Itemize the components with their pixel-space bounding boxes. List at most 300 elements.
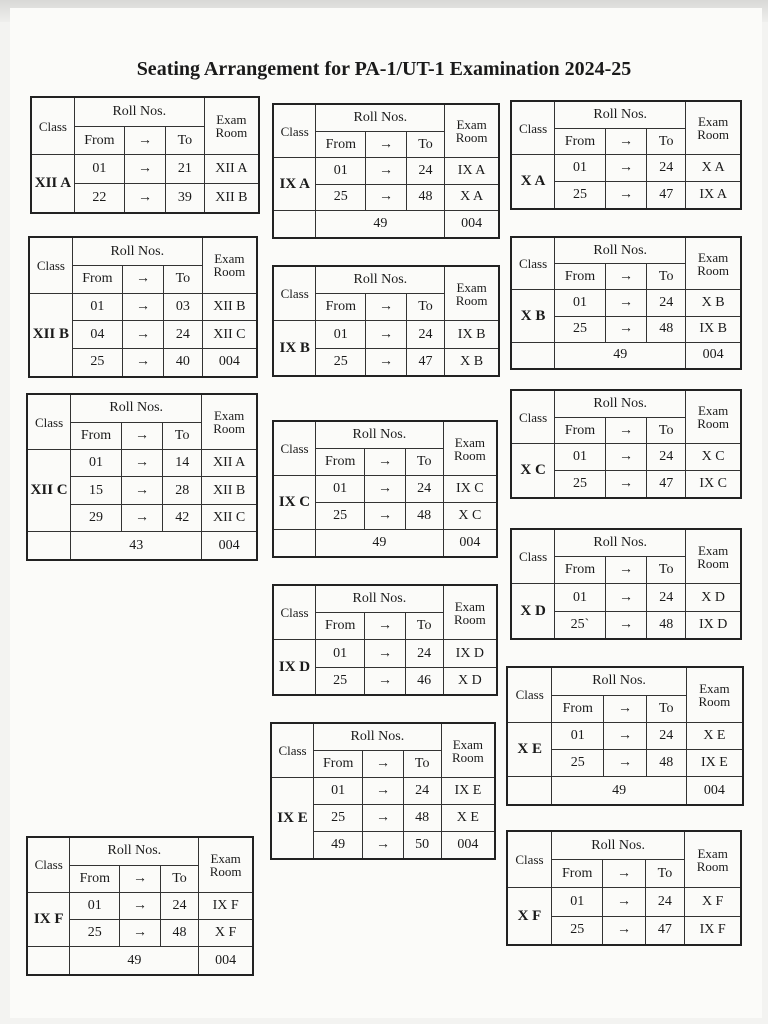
table-row (271, 778, 495, 805)
class-name: X C (511, 444, 555, 498)
arrow-header: → (366, 131, 407, 157)
to-header: To (405, 613, 443, 640)
class-name: X E (507, 722, 552, 776)
arrow-header: → (605, 264, 646, 290)
exam-room-header (445, 266, 499, 321)
roll-from: 25` (555, 611, 606, 639)
exam-room-header (686, 390, 741, 444)
from-header: From (551, 860, 602, 888)
seating-block-x-c (510, 389, 742, 499)
arrow: → (121, 504, 162, 531)
arrow: → (365, 640, 405, 667)
exam-room: XII A (204, 155, 259, 184)
exam-label: Exam (216, 112, 247, 128)
roll-to: 24 (405, 640, 443, 667)
roll-to: 50 (403, 831, 441, 859)
arrow: → (603, 888, 645, 916)
seating-block-xii-c (26, 393, 258, 561)
class-header: Class (273, 585, 316, 640)
roll-total: 49 (552, 777, 686, 805)
arrow: → (366, 321, 407, 348)
class-header: Class (511, 101, 555, 155)
seating-table (30, 96, 260, 214)
roll-to: 24 (647, 444, 686, 471)
exam-room-header (443, 585, 497, 640)
class-header: Class (273, 421, 316, 476)
exam-label: Exam (214, 251, 245, 267)
roll-total: 49 (70, 947, 199, 975)
roll-to: 24 (164, 321, 203, 349)
room-label: Room (697, 127, 730, 143)
arrow: → (363, 778, 403, 805)
to-header: To (646, 695, 686, 722)
exam-label: Exam (210, 850, 241, 866)
arrow-header: → (124, 126, 165, 155)
arrow-header: → (363, 751, 403, 778)
exam-room: X D (686, 584, 741, 611)
exam-room-header (686, 667, 743, 722)
arrow-header: → (605, 417, 646, 444)
arrow: → (122, 293, 163, 321)
seating-table (510, 528, 742, 640)
room-label: Room (453, 611, 486, 627)
roll-to: 24 (405, 476, 443, 503)
roll-to: 46 (405, 667, 443, 695)
class-name: X A (511, 155, 555, 209)
arrow-header: → (605, 557, 646, 584)
arrow-header: → (120, 865, 161, 892)
arrow: → (604, 750, 646, 777)
arrow: → (124, 184, 165, 214)
roll-nos-header: Roll Nos. (555, 101, 686, 128)
class-header: Class (27, 394, 71, 450)
seating-block-xii-a (30, 96, 260, 214)
roll-from: 49 (314, 831, 363, 859)
roll-to: 47 (647, 471, 686, 498)
arrow: → (121, 477, 162, 504)
arrow: → (605, 611, 646, 639)
exam-room: IX F (685, 916, 741, 945)
roll-total: 49 (316, 529, 444, 557)
total-room: 004 (202, 532, 257, 560)
arrow: → (363, 804, 403, 831)
table-row (511, 155, 741, 182)
room-label: Room (215, 125, 248, 141)
class-header: Class (271, 723, 314, 778)
seating-table (272, 420, 498, 558)
roll-from: 25 (551, 916, 602, 945)
roll-from: 25 (316, 184, 366, 210)
class-header: Class (507, 667, 552, 722)
exam-room: IX D (686, 611, 741, 639)
seating-table (272, 103, 500, 239)
roll-to: 24 (160, 892, 198, 919)
arrow: → (366, 184, 407, 210)
total-row (273, 211, 499, 238)
roll-from: 01 (71, 450, 122, 477)
arrow: → (605, 584, 646, 611)
class-name: IX E (271, 778, 314, 859)
class-name: IX F (27, 892, 70, 946)
seating-block-x-a (510, 100, 742, 210)
total-row (27, 532, 257, 560)
from-header: From (74, 126, 124, 155)
blank-cell (27, 947, 70, 975)
seating-block-xii-b (28, 236, 258, 378)
roll-from: 01 (552, 722, 604, 749)
arrow: → (363, 831, 403, 859)
blank-cell (273, 211, 316, 238)
class-header: Class (27, 837, 70, 892)
room-label: Room (697, 555, 730, 571)
roll-from: 01 (551, 888, 602, 916)
to-header: To (163, 422, 202, 449)
exam-room: XII B (204, 184, 259, 214)
blank-cell (27, 532, 71, 560)
exam-room: IX A (445, 158, 499, 184)
from-header: From (316, 131, 366, 157)
arrow: → (120, 920, 161, 947)
exam-room-header (202, 394, 257, 450)
to-header: To (406, 131, 444, 157)
roll-nos-header: Roll Nos. (555, 237, 686, 264)
room-label: Room (213, 264, 246, 280)
roll-from: 01 (72, 293, 122, 321)
table-row (511, 444, 741, 471)
exam-label: Exam (699, 680, 730, 696)
roll-to: 24 (647, 290, 686, 316)
seating-block-x-f (506, 830, 742, 946)
roll-to: 24 (406, 321, 444, 348)
roll-total: 49 (316, 211, 445, 238)
total-room: 004 (443, 529, 497, 557)
roll-from: 01 (555, 155, 606, 182)
roll-to: 24 (403, 778, 441, 805)
to-header: To (647, 128, 686, 155)
roll-nos-header: Roll Nos. (551, 831, 684, 860)
from-header: From (555, 557, 606, 584)
room-label: Room (209, 863, 242, 879)
seating-table (272, 584, 498, 696)
table-row (29, 293, 257, 321)
seating-block-ix-d (272, 584, 498, 696)
roll-nos-header: Roll Nos. (316, 421, 444, 449)
arrow: → (603, 916, 645, 945)
exam-room: IX C (686, 471, 741, 498)
exam-room-header (199, 837, 253, 892)
class-name: X D (511, 584, 555, 639)
roll-from: 25 (555, 182, 606, 209)
class-name: IX C (273, 476, 316, 530)
arrow: → (605, 290, 646, 316)
exam-room: XII C (202, 504, 257, 531)
exam-room: IX D (443, 640, 497, 667)
total-row (27, 947, 253, 975)
seating-table (510, 389, 742, 499)
exam-label: Exam (456, 117, 487, 133)
exam-room: X A (686, 155, 741, 182)
roll-nos-header: Roll Nos. (70, 837, 199, 865)
exam-room: IX F (199, 892, 253, 919)
seating-table (510, 100, 742, 210)
arrow: → (605, 155, 646, 182)
class-header: Class (273, 104, 316, 158)
roll-from: 29 (71, 504, 122, 531)
class-header: Class (507, 831, 551, 888)
room-label: Room (455, 292, 488, 308)
exam-label: Exam (454, 598, 486, 614)
seating-block-ix-b (272, 265, 500, 377)
seating-table (506, 830, 742, 946)
blank-cell (507, 777, 552, 805)
arrow: → (605, 182, 646, 209)
roll-from: 25 (316, 502, 365, 529)
exam-room: X C (443, 502, 497, 529)
roll-to: 39 (166, 184, 205, 214)
arrow: → (365, 502, 405, 529)
exam-room-header (686, 237, 741, 290)
arrow-header: → (366, 294, 407, 321)
exam-label: Exam (697, 542, 729, 558)
roll-to: 24 (406, 158, 444, 184)
exam-label: Exam (452, 736, 484, 752)
roll-total: 43 (71, 532, 202, 560)
arrow: → (365, 667, 405, 695)
roll-nos-header: Roll Nos. (552, 667, 686, 695)
exam-room-header (685, 831, 741, 888)
to-header: To (405, 449, 443, 476)
exam-label: Exam (454, 434, 486, 450)
to-header: To (166, 126, 205, 155)
to-header: To (647, 557, 686, 584)
table-row (507, 888, 741, 916)
roll-to: 14 (163, 450, 202, 477)
to-header: To (164, 266, 203, 294)
roll-to: 48 (403, 804, 441, 831)
from-header: From (552, 695, 604, 722)
seating-block-x-d (510, 528, 742, 640)
class-header: Class (511, 237, 555, 290)
arrow: → (605, 444, 646, 471)
roll-from: 01 (316, 158, 366, 184)
roll-from: 25 (316, 348, 366, 376)
seating-table (26, 836, 254, 976)
exam-room: XII B (202, 293, 257, 321)
from-header: From (555, 128, 606, 155)
class-header: Class (31, 97, 74, 155)
exam-room: X F (685, 888, 741, 916)
roll-to: 21 (166, 155, 205, 184)
roll-nos-header: Roll Nos. (314, 723, 442, 751)
exam-room-header (686, 529, 741, 584)
roll-from: 01 (316, 476, 365, 503)
seating-table (270, 722, 496, 860)
roll-to: 03 (164, 293, 203, 321)
seating-table (506, 666, 744, 806)
arrow: → (366, 348, 407, 376)
class-name: IX B (273, 321, 316, 376)
roll-to: 48 (646, 750, 686, 777)
from-header: From (72, 266, 122, 294)
exam-room: X B (686, 290, 741, 316)
roll-from: 25 (70, 920, 120, 947)
roll-to: 48 (647, 316, 686, 342)
roll-to: 24 (647, 584, 686, 611)
table-row (507, 722, 743, 749)
arrow: → (122, 321, 163, 349)
class-header: Class (29, 237, 72, 293)
arrow: → (120, 892, 161, 919)
arrow: → (605, 471, 646, 498)
blank-cell (511, 342, 555, 369)
total-room: 004 (199, 947, 253, 975)
roll-from: 15 (71, 477, 122, 504)
seating-block-ix-a (272, 103, 500, 239)
roll-from: 01 (74, 155, 124, 184)
roll-to: 47 (645, 916, 685, 945)
total-row (507, 777, 743, 805)
exam-label: Exam (697, 845, 728, 861)
class-name: IX D (273, 640, 316, 695)
exam-room: XII B (202, 477, 257, 504)
table-row (511, 290, 741, 316)
seating-block-x-b (510, 236, 742, 370)
roll-from: 01 (314, 778, 363, 805)
from-header: From (316, 294, 366, 321)
table-row (27, 450, 257, 477)
exam-room: IX E (441, 778, 495, 805)
from-header: From (70, 865, 120, 892)
seating-block-ix-e (270, 722, 496, 860)
room-label: Room (453, 447, 486, 463)
blank-cell (273, 529, 316, 557)
to-header: To (160, 865, 198, 892)
roll-from: 25 (555, 316, 606, 342)
exam-room-header (443, 421, 497, 476)
room-label: Room (696, 858, 729, 874)
from-header: From (555, 264, 606, 290)
roll-to: 48 (160, 920, 198, 947)
roll-from: 25 (314, 804, 363, 831)
exam-room: X A (445, 184, 499, 210)
roll-to: 48 (406, 184, 444, 210)
from-header: From (314, 751, 363, 778)
from-header: From (316, 449, 365, 476)
class-header: Class (511, 390, 555, 444)
roll-to: 28 (163, 477, 202, 504)
seating-table (510, 236, 742, 370)
roll-from: 25 (552, 750, 604, 777)
roll-from: 01 (70, 892, 120, 919)
exam-room: X E (686, 722, 743, 749)
arrow: → (122, 348, 163, 377)
exam-room: X E (441, 804, 495, 831)
roll-to: 24 (646, 722, 686, 749)
exam-room-header (441, 723, 495, 778)
roll-from: 01 (555, 444, 606, 471)
arrow-header: → (121, 422, 162, 449)
to-header: To (403, 751, 441, 778)
roll-from: 22 (74, 184, 124, 214)
class-name: XII B (29, 293, 72, 377)
seating-block-x-e (506, 666, 744, 806)
exam-room-header (202, 237, 257, 293)
exam-label: Exam (697, 114, 729, 130)
class-name: IX A (273, 158, 316, 211)
exam-room: XII C (202, 321, 257, 349)
room-label: Room (455, 130, 488, 146)
seating-table (28, 236, 258, 378)
to-header: To (647, 264, 686, 290)
page-title: Seating Arrangement for PA-1/UT-1 Examination 2024-25 (136, 58, 632, 80)
roll-to: 48 (405, 502, 443, 529)
to-header: To (406, 294, 444, 321)
exam-room: X C (686, 444, 741, 471)
room-label: Room (698, 693, 731, 709)
exam-room: X D (443, 667, 497, 695)
roll-total: 49 (555, 342, 686, 369)
arrow-header: → (365, 449, 405, 476)
total-room: 004 (686, 777, 743, 805)
roll-to: 42 (163, 504, 202, 531)
exam-room-header (445, 104, 499, 158)
exam-room-header (204, 97, 259, 155)
class-header: Class (273, 266, 316, 321)
arrow: → (121, 450, 162, 477)
exam-room: 004 (202, 348, 257, 377)
exam-room: IX C (443, 476, 497, 503)
to-header: To (647, 417, 686, 444)
exam-room: IX A (686, 182, 741, 209)
arrow-header: → (605, 128, 646, 155)
arrow: → (365, 476, 405, 503)
table-row (273, 321, 499, 348)
arrow-header: → (603, 860, 645, 888)
seating-block-ix-f (26, 836, 254, 976)
table-row (31, 155, 259, 184)
from-header: From (555, 417, 606, 444)
room-label: Room (451, 749, 484, 765)
exam-room: IX B (445, 321, 499, 348)
roll-to: 40 (164, 348, 203, 377)
class-header: Class (511, 529, 555, 584)
arrow: → (366, 158, 407, 184)
roll-nos-header: Roll Nos. (72, 237, 202, 266)
table-row (273, 476, 497, 503)
exam-room: IX E (686, 750, 743, 777)
room-label: Room (213, 421, 246, 437)
room-label: Room (697, 416, 730, 432)
roll-from: 25 (555, 471, 606, 498)
roll-from: 01 (316, 640, 365, 667)
seating-block-ix-c (272, 420, 498, 558)
exam-label: Exam (697, 403, 729, 419)
roll-from: 25 (316, 667, 365, 695)
total-row (511, 342, 741, 369)
roll-from: 04 (72, 321, 122, 349)
arrow-header: → (122, 266, 163, 294)
exam-label: Exam (456, 279, 487, 295)
seating-table (26, 393, 258, 561)
class-name: X F (507, 888, 551, 945)
exam-room: 004 (441, 831, 495, 859)
roll-nos-header: Roll Nos. (316, 585, 444, 613)
roll-to: 48 (647, 611, 686, 639)
from-header: From (316, 613, 365, 640)
exam-room: IX B (686, 316, 741, 342)
from-header: From (71, 422, 122, 449)
arrow: → (124, 155, 165, 184)
